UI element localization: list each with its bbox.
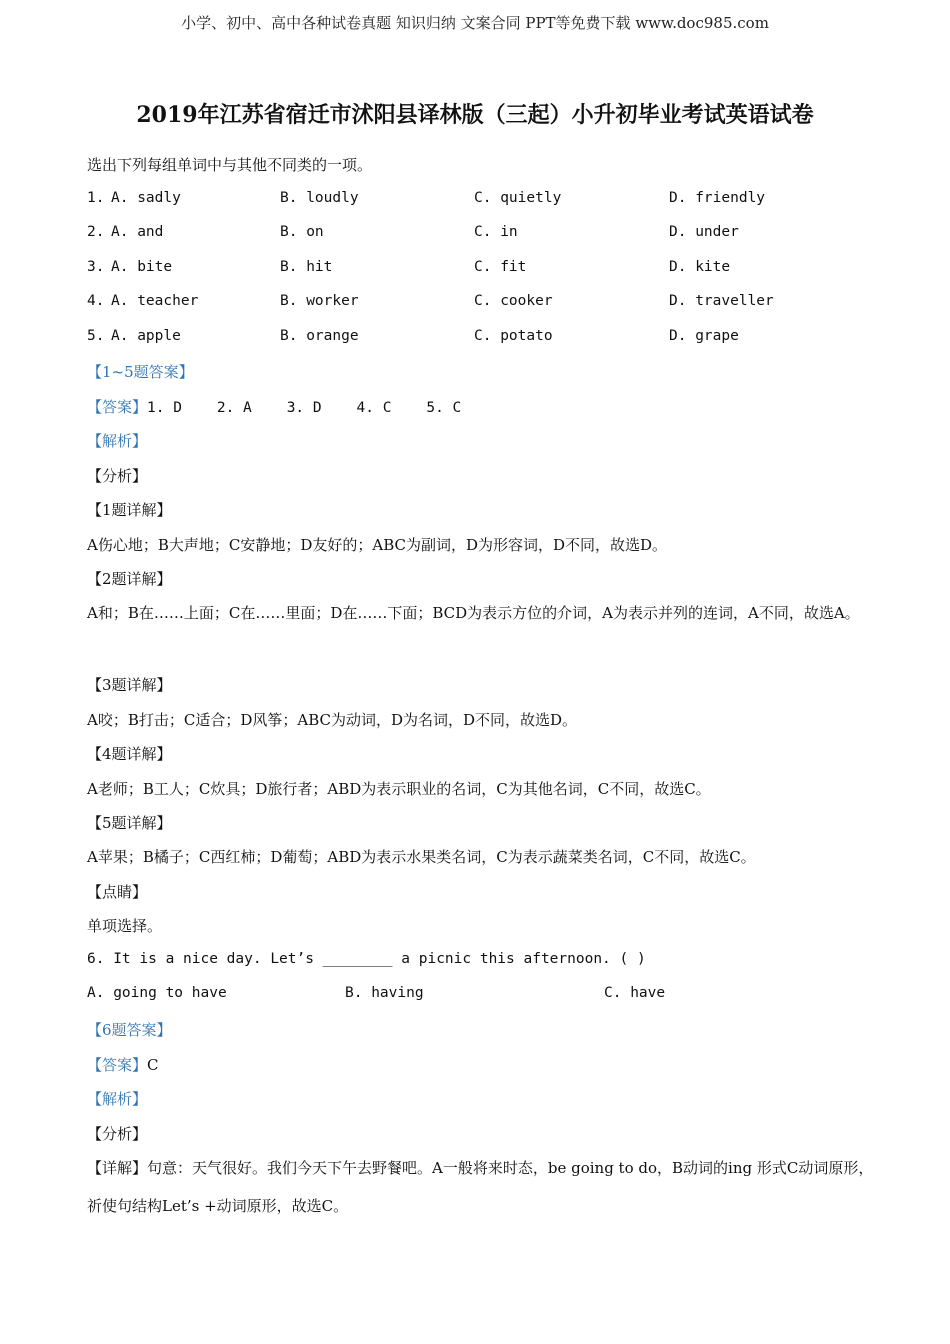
question-number: 4. bbox=[87, 293, 105, 309]
option-c: C. quietly bbox=[474, 190, 562, 206]
detail-4-text: A老师；B工人；C炊具；D旅行者；ABD为表示职业的名词，C为其他名词，C不同，故选C。 bbox=[87, 780, 711, 798]
option-c: C. potato bbox=[474, 328, 553, 344]
option-d: D. friendly bbox=[669, 190, 766, 206]
detail-6 bbox=[87, 1149, 877, 1225]
answer-label: 【答案】 bbox=[87, 1056, 148, 1074]
detail-1-heading: 【1题详解】 bbox=[87, 501, 172, 519]
option-d: D. traveller bbox=[669, 293, 774, 309]
analysis-label: 【解析】 bbox=[87, 432, 148, 450]
question-number: 2. bbox=[87, 224, 105, 240]
detail-5-heading: 【5题详解】 bbox=[87, 814, 172, 832]
detail-6-label: 【详解】 bbox=[87, 1159, 148, 1177]
detail-1-text: A伤心地；B大声地；C安静地；D友好的；ABC为副词，D为形容词，D不同，故选D。 bbox=[87, 536, 668, 554]
detail-4-heading: 【4题详解】 bbox=[87, 745, 172, 763]
option-b: B. worker bbox=[280, 293, 359, 309]
option-c: C. in bbox=[474, 224, 518, 240]
answer-section-header: 【1~5题答案】 bbox=[87, 363, 194, 381]
option-a: A. going to have bbox=[87, 985, 227, 1001]
option-a: A. apple bbox=[111, 328, 181, 344]
fenxi-label: 【分析】 bbox=[87, 467, 148, 485]
option-d: D. grape bbox=[669, 328, 739, 344]
answer-values: 1. D 2. A 3. D 4. C 5. C bbox=[147, 400, 462, 416]
option-c: C. cooker bbox=[474, 293, 553, 309]
detail-3-heading: 【3题详解】 bbox=[87, 676, 172, 694]
question-number: 5. bbox=[87, 328, 105, 344]
analysis-6-label: 【解析】 bbox=[87, 1090, 148, 1108]
answer-6-line bbox=[87, 1054, 159, 1075]
detail-5-text: A苹果；B橘子；C西红柿；D葡萄；ABD为表示水果类名词，C为表示蔬菜类名词，C不同，故选C。 bbox=[87, 848, 756, 866]
option-b: B. orange bbox=[280, 328, 359, 344]
detail-6-text: 句意：天气很好。我们今天下午去野餐吧。A一般将来时态，be going to do，B动词的ing 形式C动词原形，祈使句结构Let’s +动词原形，故选C。 bbox=[87, 1159, 874, 1215]
question-6: 6. It is a nice day. Let’s ________ a picnic this afternoon. ( ) bbox=[87, 951, 646, 967]
option-a: A. and bbox=[111, 224, 164, 240]
option-b: B. on bbox=[280, 224, 324, 240]
option-b: B. loudly bbox=[280, 190, 359, 206]
option-d: D. kite bbox=[669, 259, 731, 275]
page-title: 2019年江苏省宿迁市沭阳县译林版（三起）小升初毕业考试英语试卷 bbox=[136, 102, 814, 128]
answer-6-section-header: 【6题答案】 bbox=[87, 1021, 172, 1039]
detail-2-text: A和；B在……上面；C在……里面；D在……下面；BCD为表示方位的介词，A为表示并列的连词，A不同，故选A。 bbox=[87, 604, 860, 622]
instruction: 选出下列每组单词中与其他不同类的一项。 bbox=[87, 156, 373, 174]
question-number: 1. bbox=[87, 190, 105, 206]
option-a: A. sadly bbox=[111, 190, 181, 206]
option-c: C. have bbox=[604, 985, 666, 1001]
fenxi-6-label: 【分析】 bbox=[87, 1125, 148, 1143]
detail-2-heading: 【2题详解】 bbox=[87, 570, 172, 588]
answer-value: C bbox=[147, 1056, 159, 1074]
option-c: C. fit bbox=[474, 259, 527, 275]
option-a: A. teacher bbox=[111, 293, 199, 309]
option-d: D. under bbox=[669, 224, 739, 240]
option-b: B. having bbox=[345, 985, 424, 1001]
option-a: A. bite bbox=[111, 259, 173, 275]
dianjing-label: 【点睛】 bbox=[87, 883, 148, 901]
page-header: 小学、初中、高中各种试卷真题 知识归纳 文案合同 PPT等免费下载 www.doc985.com bbox=[181, 14, 769, 32]
answer-label: 【答案】 bbox=[87, 398, 148, 416]
detail-3-text: A咬；B打击；C适合；D风筝；ABC为动词，D为名词，D不同，故选D。 bbox=[87, 711, 578, 729]
question-number: 3. bbox=[87, 259, 105, 275]
dianjing-text: 单项选择。 bbox=[87, 917, 163, 935]
answer-line bbox=[87, 396, 461, 417]
option-b: B. hit bbox=[280, 259, 333, 275]
